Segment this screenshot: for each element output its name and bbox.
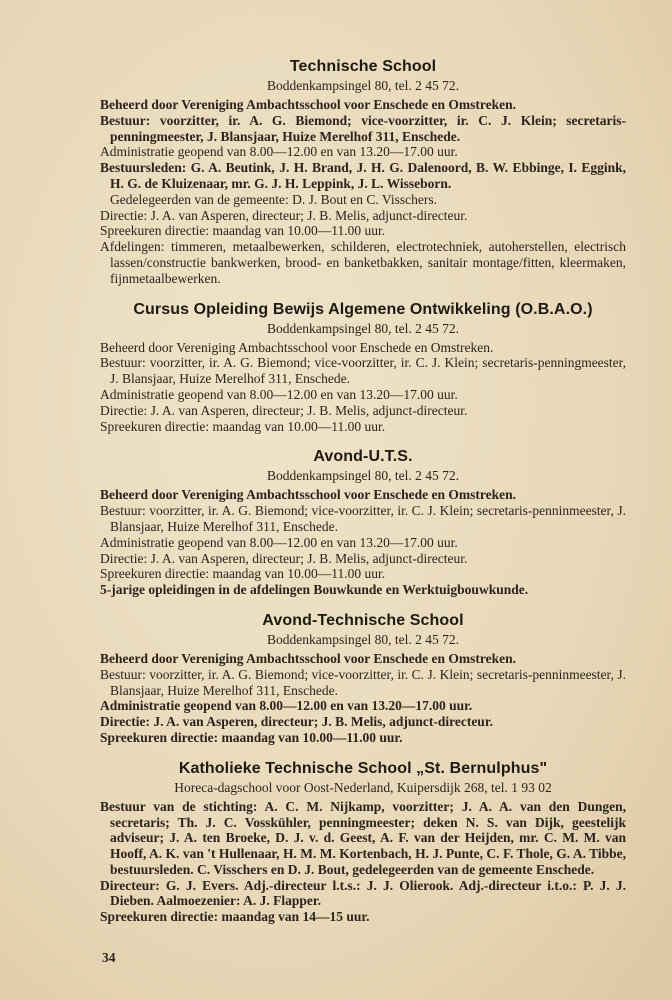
section-line: Directie: J. A. van Asperen, directeur; J. B. Melis, adjunct-directeur. (100, 402, 468, 418)
section-line: Bestuur: voorzitter, ir. A. G. Biemond; vice-voorzitter, ir. C. J. Klein; secretaris-penninmeester, J. Blansjaar, Huize Merelhof 311, Enschede. (100, 503, 626, 534)
section-obao (100, 301, 626, 435)
section-line: Bestuur: voorzitter, ir. A. G. Biemond; vice-voorzitter, ir. C. J. Klein; secretaris-penninmeester, J. Blansjaar, Huize Merelhof 311, Enschede. (100, 666, 626, 698)
section-line: Administratie geopend van 8.00—12.00 en van 13.20—17.00 uur. (100, 698, 473, 714)
section-line: Spreekuren directie: maandag van 10.00—11.00 uur. (100, 223, 386, 239)
section-avond-technische-school (100, 612, 626, 746)
section-line: Afdelingen: timmeren, metaalbewerken, schilderen, electrotechniek, autoherstellen, electrisch lassen/constructie bankwerken, brood- en banketbakken, sanitair montage/fitten, kleermaken, fijnmetaalbewerken. (100, 239, 626, 286)
section-line: Spreekuren directie: maandag van 10.00—11.00 uur. (100, 418, 386, 434)
page-number: 34 (102, 950, 116, 965)
section-line: Administratie geopend van 8.00—12.00 en van 13.20—17.00 uur. (100, 534, 458, 550)
section-line: Administratie geopend van 8.00—12.00 en van 13.20—17.00 uur. (100, 386, 458, 402)
section-technische-school (100, 58, 626, 287)
section-line: Beheerd door Vereniging Ambachtsschool voor Enschede en Omstreken. (100, 97, 517, 112)
section-line: Spreekuren directie: maandag van 10.00—11.00 uur. (100, 566, 386, 582)
section-title: Avond-Technische School (262, 611, 464, 629)
section-line: Directie: J. A. van Asperen, directeur; J. B. Melis, adjunct-directeur. (100, 207, 468, 223)
section-line: Bestuur van de stichting: A. C. M. Nijkamp, voorzitter; J. A. A. van den Dungen, secretaris; Th. J. C. Vosskühler, penningmeester; deken N. S. van Dijk, geestelijk adviseur; J. A. ten Broeke, D. J. v. d. Geest, A. F. van der Heijden, mr. C. M. M. van Hooff, A. K. van 't Hullenaar, H. M. M. Kortenbach, H. J. Punte, C. F. Thole, G. A. Tibbe, bestuursleden. C. Visschers en D. J. Bout, gedelegeerden van de gemeente Enschede. (100, 798, 626, 877)
section-line: Beheerd door Vereniging Ambachtsschool voor Enschede en Omstreken. (100, 487, 517, 503)
section-line: Administratie geopend van 8.00—12.00 en van 13.20—17.00 uur. (100, 144, 458, 160)
section-line: Spreekuren directie: maandag van 14—15 uur. (100, 909, 370, 925)
section-address: Boddenkampsingel 80, tel. 2 45 72. (267, 631, 459, 647)
section-title: Cursus Opleiding Bewijs Algemene Ontwikkeling (O.B.A.O.) (133, 300, 593, 318)
section-st-bernulphus (100, 760, 626, 925)
section-line: Beheerd door Vereniging Ambachtsschool voor Enschede en Omstreken. (100, 650, 517, 666)
section-line: Directie: J. A. van Asperen, directeur; J. B. Melis, adjunct-directeur. (100, 550, 468, 566)
section-avond-uts (100, 448, 626, 598)
section-line: Gedelegeerden van de gemeente: D. J. Bout en C. Visschers. (110, 191, 437, 207)
section-line: Directeur: G. J. Evers. Adj.-directeur l.t.s.: J. J. Olierook. Adj.-directeur i.t.o.: P. J. J. Dieben. Aalmoezenier: A. J. Flapper. (100, 877, 626, 909)
section-address: Boddenkampsingel 80, tel. 2 45 72. (267, 468, 459, 484)
section-title: Technische School (289, 58, 437, 75)
section-line: Beheerd door Vereniging Ambachtsschool voor Enschede en Omstreken. (100, 339, 494, 355)
section-line: Bestuursleden: G. A. Beutink, J. H. Brand, J. H. G. Dalenoord, B. W. Ebbinge, I. Eggink, H. G. de Kluizenaar, mr. G. J. H. Leppink, J. L. Wisseborn. (100, 160, 626, 191)
section-line: Bestuur: voorzitter, ir. A. G. Biemond; vice-voorzitter, ir. C. J. Klein; secretaris-penningmeester, J. Blansjaar, Huize Merelhof 311, Enschede. (100, 112, 626, 144)
section-line: Bestuur: voorzitter, ir. A. G. Biemond; vice-voorzitter, ir. C. J. Klein; secretaris-penningmeester, J. Blansjaar, Huize Merelhof 311, Enschede. (100, 355, 626, 387)
section-address: Boddenkampsingel 80, tel. 2 45 72. (267, 320, 459, 336)
section-address: Horeca-dagschool voor Oost-Nederland, Kuipersdijk 268, tel. 1 93 02 (174, 779, 552, 795)
section-address: Boddenkampsingel 80, tel. 2 45 72. (267, 78, 459, 93)
section-line: 5-jarige opleidingen in de afdelingen Bouwkunde en Werktuigbouwkunde. (100, 582, 529, 598)
section-line: Directie: J. A. van Asperen, directeur; J. B. Melis, adjunct-directeur. (100, 714, 493, 730)
section-line: Spreekuren directie: maandag van 10.00—11.00 uur. (100, 729, 403, 745)
section-title: Katholieke Technische School „St. Bernulphus" (178, 759, 548, 777)
section-title: Avond-U.T.S. (313, 448, 413, 466)
